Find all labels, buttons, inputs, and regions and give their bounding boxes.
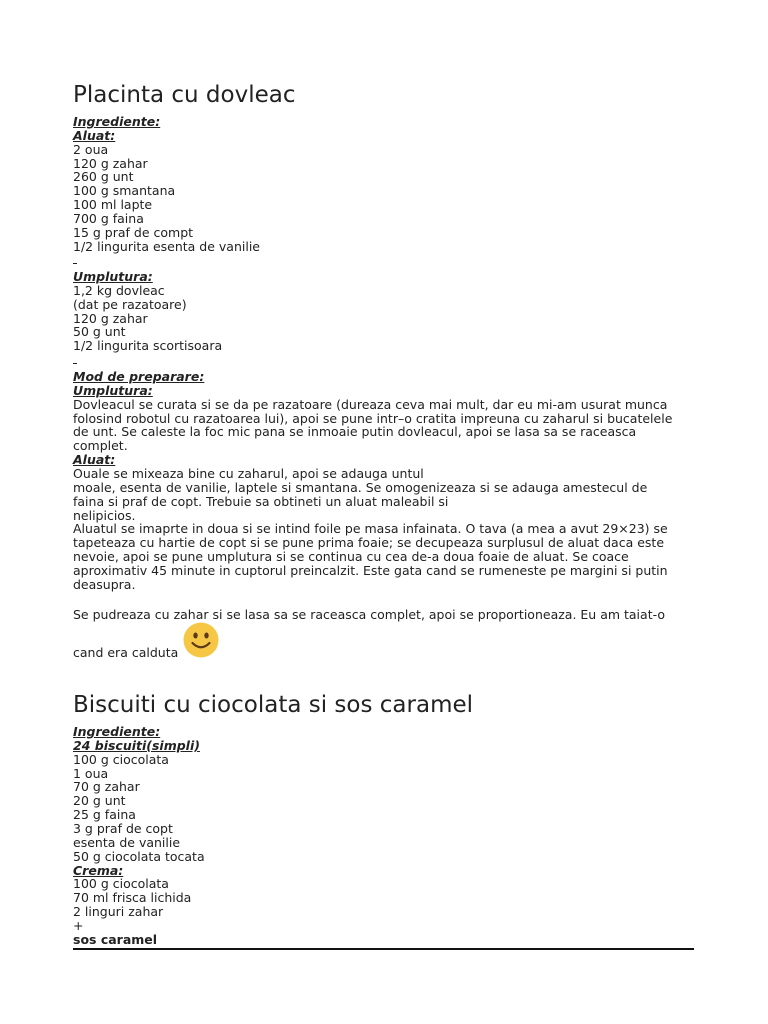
caramel-sauce-label: sos caramel <box>73 931 158 947</box>
paragraph-line: de unt. Se caleste la foc mic pana se inmoaie putin dovleacul, apoi se lasa sa se raceasca <box>73 424 637 440</box>
empty-underlined-line <box>73 263 77 264</box>
smiley-right-eye <box>204 633 208 639</box>
method-heading: Mod de preparare: <box>73 369 205 384</box>
filling-ingredients-section <box>73 270 222 353</box>
paragraph-line: Se pudreaza cu zahar si se lasa sa se raceasca complet, apoi se proportioneaza. Eu am taiat-o <box>73 607 665 622</box>
recipe-title: Biscuiti cu ciocolata si sos caramel <box>73 692 474 718</box>
ingredient-item: 25 g faina <box>73 807 136 823</box>
ingredient-item: 1 oua <box>73 765 109 781</box>
ingredient-item: 2 oua <box>73 141 109 157</box>
paragraph-line: folosind robotul cu razatoarea lui), apoi se pune intr–o cratita impreuna cu zaharul si bucatelele <box>73 410 673 426</box>
ingredient-item: 70 g zahar <box>73 779 140 795</box>
dough-heading: Aluat: <box>73 127 116 143</box>
paragraph-line: aproximativ 45 minute in cuptorul preincalzit. Este gata cand se rumeneste pe margini si putin <box>73 563 668 579</box>
ingredient-item: 50 g unt <box>73 324 126 340</box>
paragraph-line: moale, esenta de vanilie, laptele si smantana. Se omogenizeaza si se adauga amestecul de <box>73 479 648 495</box>
finish-paragraph-end <box>73 646 178 660</box>
ingredient-item: 50 g ciocolata tocata <box>73 848 205 864</box>
ingredients-section <box>73 725 205 947</box>
ingredient-item: esenta de vanilie <box>73 834 181 850</box>
empty-underlined-line <box>73 363 77 364</box>
ingredient-item: 1/2 lingurita esenta de vanilie <box>73 238 260 254</box>
filling-heading: Umplutura: <box>73 269 153 284</box>
ingredients-heading: Ingrediente: <box>73 724 161 739</box>
ingredients-heading: Ingrediente: <box>73 114 161 129</box>
ingredient-item: 2 linguri zahar <box>73 904 164 920</box>
paragraph-line: nelipicios. <box>73 507 136 523</box>
ingredient-item: 1,2 kg dovleac <box>73 282 165 298</box>
ingredient-item: 700 g faina <box>73 211 144 227</box>
horizontal-rule <box>73 948 694 950</box>
ingredient-item: 3 g praf de copt <box>73 821 173 837</box>
ingredients-section <box>73 115 260 254</box>
paragraph-line: deasupra. <box>73 576 136 592</box>
paragraph-line: Aluatul se imaprte in doua si se intind foile pe masa infainata. O tava (a mea a avut 29×23) se <box>73 521 668 537</box>
paragraph-line: complet. <box>73 438 128 454</box>
paragraph-line: cand era calduta <box>73 645 179 660</box>
paragraph-line: Dovleacul se curata si se da pe razatoare (dureaza ceva mai mult, dar eu mi-am usurat munca <box>73 396 668 412</box>
ingredient-item: (dat pe razatoare) <box>73 296 187 312</box>
method-filling-heading: Umplutura: <box>73 382 153 398</box>
biscuits-heading: 24 biscuiti(simpli) <box>73 737 200 753</box>
paragraph-line: Ouale se mixeaza bine cu zaharul, apoi se adauga untul <box>73 466 424 482</box>
smiley-face-circle <box>184 623 219 658</box>
smiling-face-icon <box>183 622 219 658</box>
ingredient-item: 100 ml lapte <box>73 197 153 213</box>
ingredient-item: + <box>73 918 84 934</box>
ingredient-item: 100 g ciocolata <box>73 876 169 892</box>
ingredient-item: 260 g unt <box>73 169 134 185</box>
cream-heading: Crema: <box>73 862 124 878</box>
method-section <box>73 370 672 592</box>
recipe-title: Placinta cu dovleac <box>73 82 296 108</box>
ingredient-item: 20 g unt <box>73 793 126 809</box>
paragraph-line: tapeteaza cu hartie de copt si se pune prima foaie; se decupeaza surplusul de aluat daca este <box>73 535 665 551</box>
paragraph-line: nevoie, apoi se pune umplutura si se continua cu cea de-a doua foaie de aluat. Se coace <box>73 549 629 565</box>
ingredient-item: 15 g praf de compt <box>73 224 194 240</box>
ingredient-item: 100 g smantana <box>73 183 176 199</box>
ingredient-item: 1/2 lingurita scortisoara <box>73 338 223 354</box>
paragraph-line: faina si praf de copt. Trebuie sa obtineti un aluat maleabil si <box>73 493 449 509</box>
ingredient-item: 120 g zahar <box>73 310 148 326</box>
method-dough-heading: Aluat: <box>73 452 116 468</box>
ingredient-item: 120 g zahar <box>73 155 148 171</box>
finish-paragraph <box>73 608 665 622</box>
ingredient-item: 100 g ciocolata <box>73 751 169 767</box>
smiley-left-eye <box>193 633 197 639</box>
ingredient-item: 70 ml frisca lichida <box>73 890 192 906</box>
